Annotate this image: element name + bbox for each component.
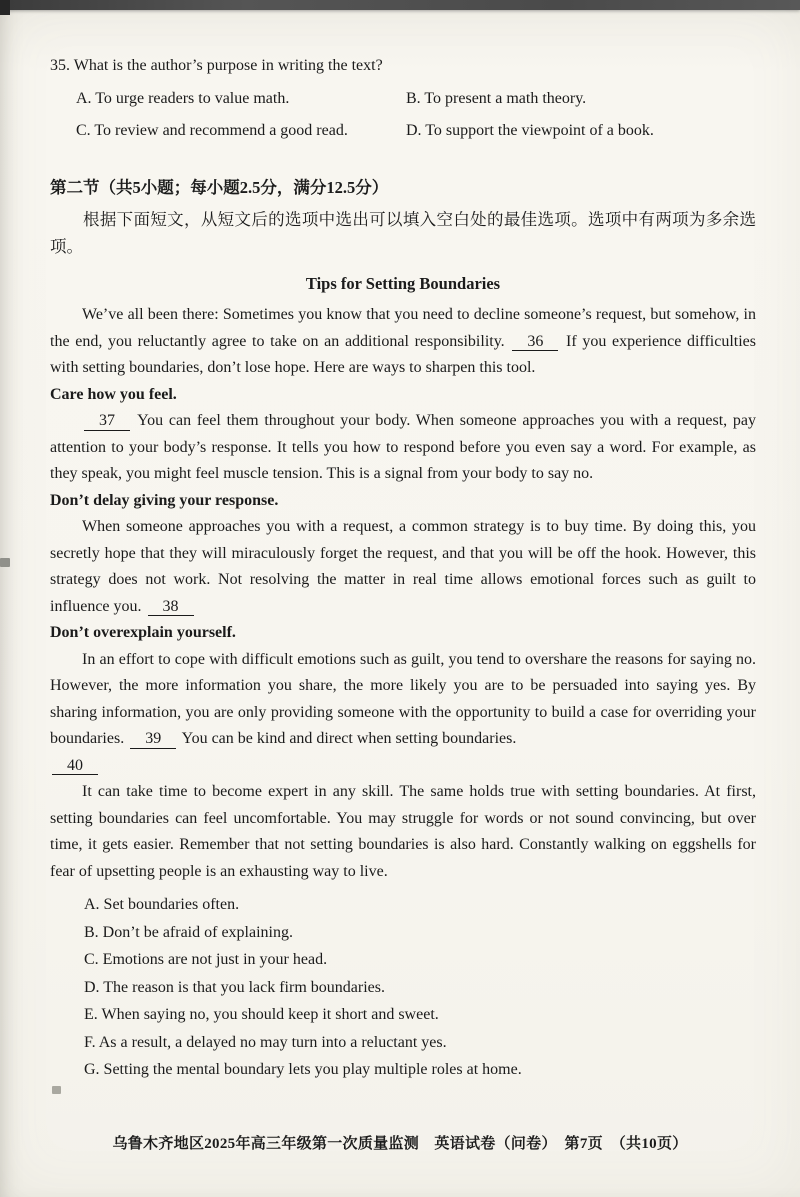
passage-paragraph	[50, 753, 756, 780]
passage-paragraph: We’ve all been there: Sometimes you know that you need to decline someone’s request, but somehow, in the end, you reluctantly agree to take on an additional responsibility. 36 If you experience difficulties with setting boundaries, don’t lose hope. Here are ways to sharpen this tool.	[50, 306, 756, 376]
question-35-option: B. To present a math theory.	[406, 90, 587, 107]
question-35-options	[50, 85, 756, 144]
question-35-option: C. To review and recommend a good read.	[76, 122, 348, 139]
blank-36: 36	[512, 333, 558, 352]
passage-paragraph: It can take time to become expert in any skill. The same holds true with setting boundaries. At first, setting boundaries can feel uncomfortable. You may struggle for words or not sound convincing, but over time, it gets easier. Remember that not setting boundaries is also hard. Constantly walking on eggshells for fear of upsetting people is an exhausting way to live.	[50, 783, 756, 880]
passage-paragraph: When someone approaches you with a request, a common strategy is to buy time. By doing this, you secretly hope that they will miraculously forget the request, and that you will be off the hook. However, this strategy does not work. Not resolving the matter in real time allows emotional forces such as guilt to influence you. 38	[50, 518, 756, 615]
section-2-heading: 第二节（共5小题；每小题2.5分，满分12.5分）	[50, 178, 389, 197]
choices-list	[50, 891, 756, 1084]
choice-item: C. Emotions are not just in your head.	[84, 951, 328, 968]
choice-item: A. Set boundaries often.	[84, 896, 240, 913]
choice-item: G. Setting the mental boundary lets you play multiple roles at home.	[84, 1061, 522, 1078]
blank-38: 38	[148, 598, 194, 617]
section-2-instructions: 根据下面短文，从短文后的选项中选出可以填入空白处的最佳选项。选项中有两项为多余选项。	[50, 210, 756, 256]
question-35	[50, 52, 756, 144]
passage-subheading: Care how you feel.	[50, 385, 177, 403]
blank-39: 39	[130, 730, 176, 749]
choice-item: E. When saying no, you should keep it short and sweet.	[84, 1006, 439, 1023]
choice-item: F. As a result, a delayed no may turn into a reluctant yes.	[84, 1033, 447, 1051]
scan-smudge-artifact	[0, 558, 10, 567]
passage-subheading: Don’t delay giving your response.	[50, 491, 279, 509]
choice-item: B. Don’t be afraid of explaining.	[84, 923, 293, 941]
passage-title: Tips for Setting Boundaries	[305, 274, 501, 293]
question-35-option: A. To urge readers to value math.	[76, 90, 290, 107]
scan-corner-artifact	[0, 0, 10, 15]
passage-paragraph: In an effort to cope with difficult emotions such as guilt, you tend to overshare the reasons for saying no. However, the more information you share, the more likely you are to be persuaded into saying yes. By sharing information, you are only providing someone with the opportunity to build a case for overriding your boundaries. 39 You can be kind and direct when setting boundaries.	[50, 650, 756, 747]
scan-edge-artifact	[8, 0, 800, 10]
passage-paragraph: 37 You can feel them throughout your body. When someone approaches you with a request, pay attention to your body’s response. It tells you how to respond before you even say a word. For example, as they speak, you might feel muscle tension. This is a signal from your body to say no.	[50, 412, 756, 482]
page-footer: 乌鲁木齐地区2025年高三年级第一次质量监测 英语试卷（问卷） 第7页 （共10页）	[112, 1136, 688, 1152]
scan-smudge-artifact	[52, 1086, 61, 1094]
passage-paragraphs	[50, 302, 756, 885]
question-35-stem: 35. What is the author’s purpose in writing the text?	[50, 57, 383, 74]
passage-subheading: Don’t overexplain yourself.	[50, 624, 236, 641]
choice-item: D. The reason is that you lack firm boundaries.	[84, 978, 385, 996]
question-35-option: D. To support the viewpoint of a book.	[406, 122, 654, 139]
blank-40: 40	[52, 757, 98, 776]
blank-37: 37	[84, 412, 130, 431]
